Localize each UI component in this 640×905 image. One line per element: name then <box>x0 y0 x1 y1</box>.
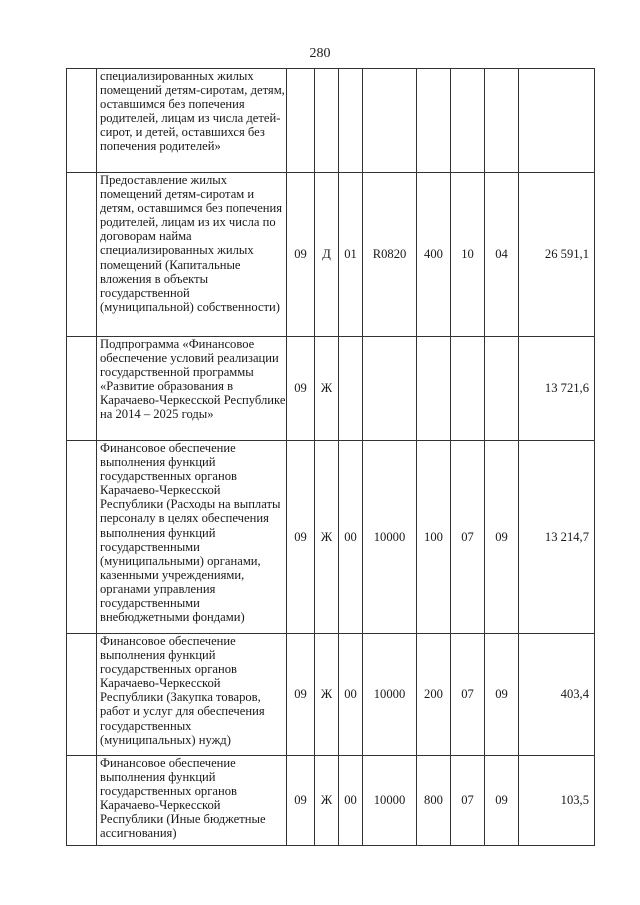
code-cell: 01 <box>339 173 363 337</box>
code-cell <box>339 69 363 173</box>
table-row <box>67 69 595 173</box>
description-cell: Финансовое обеспечение выполнения функций государственных органов Карачаево-Черкесской Республики (Закупка товаров, работ и услуг для обеспечения государственных (муниципальных) нужд) <box>97 634 287 756</box>
code-cell: 04 <box>485 173 519 337</box>
code-cell: 800 <box>417 756 451 846</box>
code-cell <box>417 337 451 441</box>
row-number-cell <box>67 173 97 337</box>
table-row <box>67 173 595 337</box>
code-cell: 09 <box>485 441 519 634</box>
description-cell: Финансовое обеспечение выполнения функций государственных органов Карачаево-Черкесской Республики (Расходы на выплаты персоналу в целях обеспечения выполнения функций государственными (муниципальными) органами, казенными учреждениями, органами управления государственными внебюджетными фондами) <box>97 441 287 634</box>
code-cell: 09 <box>485 634 519 756</box>
code-cell: Д <box>315 173 339 337</box>
code-cell: 09 <box>287 173 315 337</box>
code-cell: 00 <box>339 756 363 846</box>
code-cell <box>363 69 417 173</box>
table-row <box>67 756 595 846</box>
code-cell: 400 <box>417 173 451 337</box>
amount-cell: 103,5 <box>519 756 595 846</box>
row-number-cell <box>67 756 97 846</box>
table-row <box>67 441 595 634</box>
code-cell: 100 <box>417 441 451 634</box>
code-cell: R0820 <box>363 173 417 337</box>
code-cell <box>339 337 363 441</box>
budget-table <box>66 68 595 846</box>
code-cell <box>485 337 519 441</box>
amount-cell: 26 591,1 <box>519 173 595 337</box>
code-cell: 10000 <box>363 756 417 846</box>
code-cell: 09 <box>287 756 315 846</box>
description-cell: специализированных жилых помещений детям-сиротам, детям, оставшимся без попечения родителей, лицам из числа детей-сирот, и детей, оставшихся без попечения родителей» <box>97 69 287 173</box>
code-cell <box>363 337 417 441</box>
description-cell: Предоставление жилых помещений детям-сиротам и детям, оставшимся без попечения родителей, лицам из их числа по договорам найма специализированных жилых помещений (Капитальные вложения в объекты государственной (муниципальной) собственности) <box>97 173 287 337</box>
code-cell: 09 <box>287 441 315 634</box>
page-number: 280 <box>309 46 331 61</box>
code-cell: 07 <box>451 441 485 634</box>
code-cell: 07 <box>451 634 485 756</box>
code-cell: 00 <box>339 634 363 756</box>
description-cell: Подпрограмма «Финансовое обеспечение условий реализации государственной программы «Развитие образования в Карачаево-Черкесской Республике на 2014 – 2025 годы» <box>97 337 287 441</box>
code-cell <box>417 69 451 173</box>
code-cell: 07 <box>451 756 485 846</box>
amount-cell <box>519 69 595 173</box>
amount-cell: 403,4 <box>519 634 595 756</box>
code-cell <box>451 337 485 441</box>
code-cell: 09 <box>287 337 315 441</box>
code-cell: 10 <box>451 173 485 337</box>
table-row <box>67 337 595 441</box>
code-cell: 10000 <box>363 634 417 756</box>
code-cell: 10000 <box>363 441 417 634</box>
row-number-cell <box>67 441 97 634</box>
code-cell <box>315 69 339 173</box>
code-cell: Ж <box>315 441 339 634</box>
code-cell: Ж <box>315 337 339 441</box>
code-cell: Ж <box>315 634 339 756</box>
code-cell: 09 <box>485 756 519 846</box>
amount-cell: 13 214,7 <box>519 441 595 634</box>
code-cell: 200 <box>417 634 451 756</box>
code-cell: Ж <box>315 756 339 846</box>
description-cell: Финансовое обеспечение выполнения функций государственных органов Карачаево-Черкесской Республики (Иные бюджетные ассигнования) <box>97 756 287 846</box>
code-cell: 09 <box>287 634 315 756</box>
row-number-cell <box>67 634 97 756</box>
table-row <box>67 634 595 756</box>
amount-cell: 13 721,6 <box>519 337 595 441</box>
row-number-cell <box>67 337 97 441</box>
code-cell <box>287 69 315 173</box>
row-number-cell <box>67 69 97 173</box>
code-cell: 00 <box>339 441 363 634</box>
code-cell <box>451 69 485 173</box>
code-cell <box>485 69 519 173</box>
